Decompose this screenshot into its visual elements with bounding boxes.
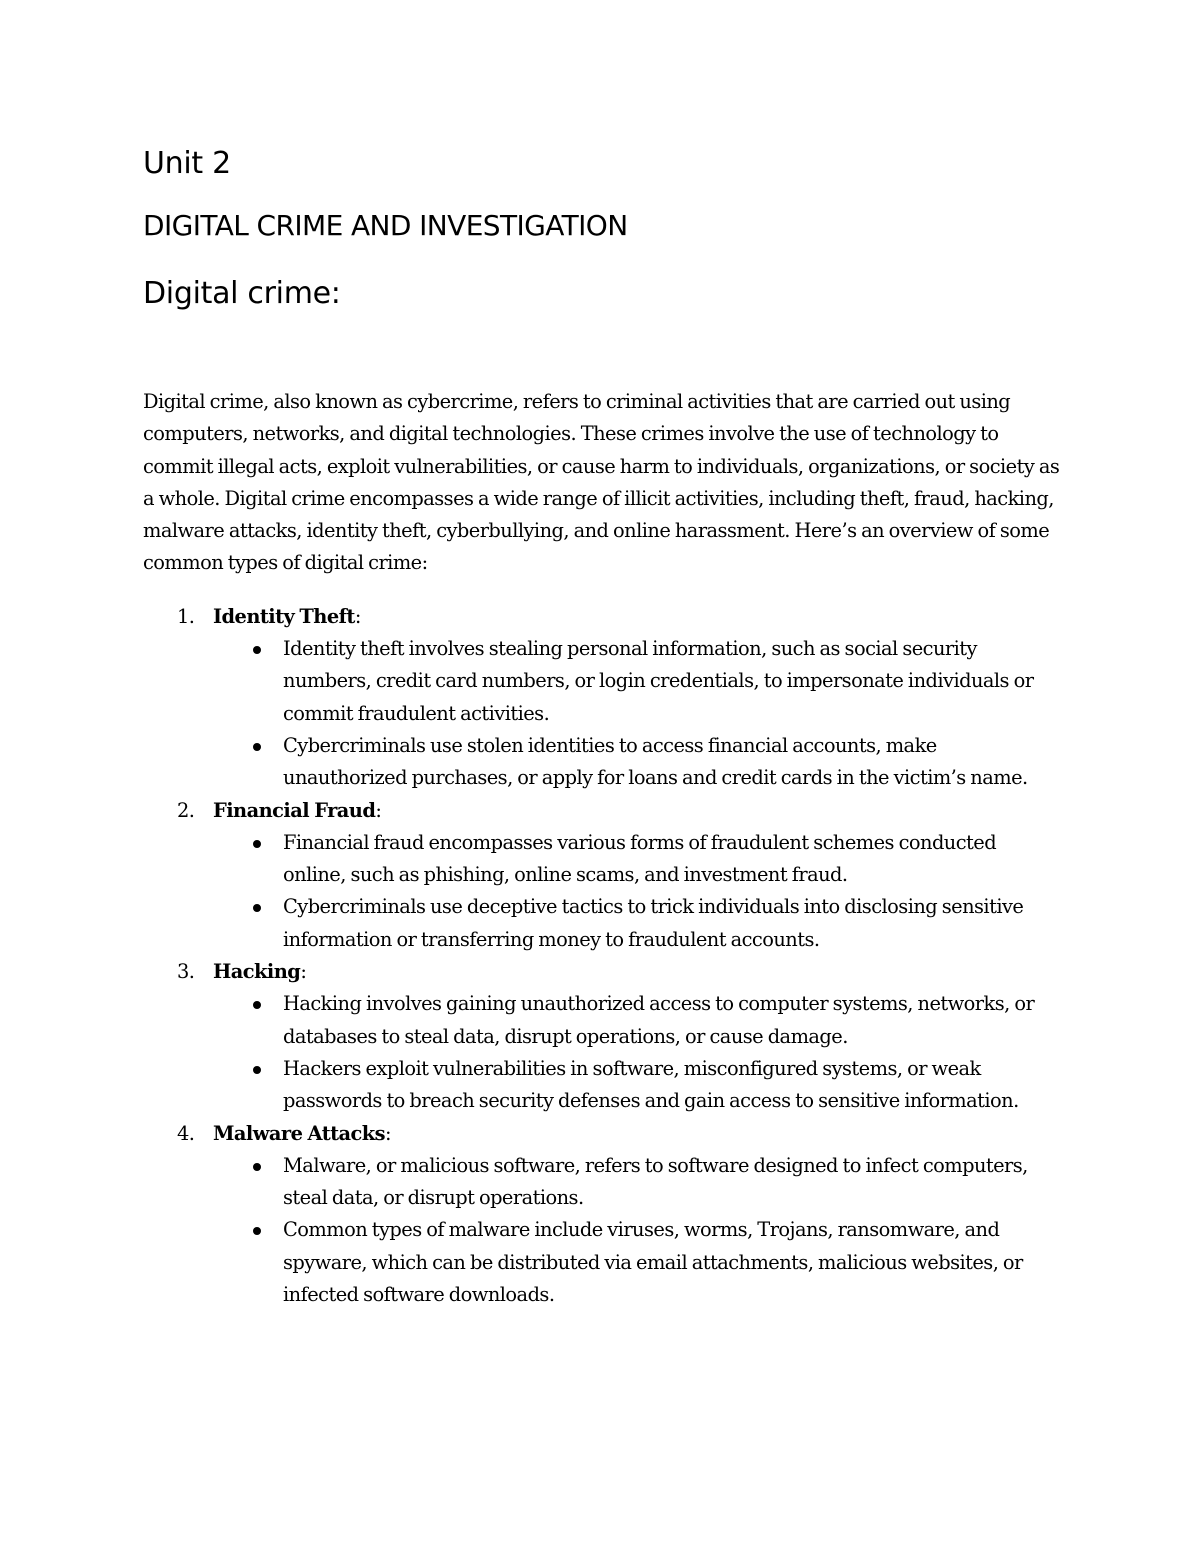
bullet-text: Cybercriminals use deceptive tactics to trick individuals into disclosing sensitive information or transferring money to fraudulent accounts. [283, 895, 1024, 951]
bullet-icon [253, 1066, 261, 1074]
section-heading: Digital crime: [143, 276, 341, 311]
intro-paragraph: Digital crime, also known as cybercrime, refers to criminal activities that are carried out using computers, networks, and digital technologies. These crimes involve the use of technology to commit illegal acts, exploit vulnerabilities, or cause harm to individuals, organizations, or society as a whole. Digital crime encompasses a wide range of illicit activities, including theft, fraud, hacking, malware attacks, identity theft, cyberbullying, and online harassment. Here’s an overview of some common types of digital crime: [143, 390, 1060, 575]
bullet-item [213, 891, 1063, 956]
bullet-item [213, 633, 1063, 730]
bullet-item [213, 1150, 1063, 1215]
list-number: 3. [177, 960, 195, 984]
bullet-icon [253, 743, 261, 751]
list-item [143, 1118, 1063, 1312]
bullet-list [213, 988, 1063, 1117]
list-item [143, 601, 1063, 795]
crime-type-title: Hacking [213, 960, 301, 984]
bullet-list [213, 633, 1063, 794]
crime-types-list [143, 601, 1063, 1312]
page-content [143, 140, 1063, 1311]
bullet-text: Hackers exploit vulnerabilities in software, misconfigured systems, or weak passwords to breach security defenses and gain access to sensitive information. [283, 1056, 1019, 1113]
bullet-item [213, 827, 1063, 892]
bullet-text: Common types of malware include viruses, worms, Trojans, ransomware, and spyware, which can be distributed via email attachments, malicious websites, or infected software downloads. [283, 1218, 1023, 1307]
crime-type-title: Malware Attacks [213, 1121, 386, 1145]
bullet-item [213, 1053, 1063, 1118]
bullet-text: Hacking involves gaining unauthorized access to computer systems, networks, or databases to steal data, disrupt operations, or cause damage. [283, 992, 1035, 1048]
title-colon: : [354, 604, 361, 628]
list-number: 1. [177, 604, 195, 628]
list-number: 2. [177, 798, 195, 822]
title-colon: : [375, 798, 382, 822]
title-colon: : [385, 1121, 392, 1145]
bullet-text: Identity theft involves stealing personal information, such as social security numbers, credit card numbers, or login credentials, to impersonate individuals or commit fraudulent activities. [283, 637, 1034, 725]
bullet-text: Financial fraud encompasses various forms of fraudulent schemes conducted online, such as phishing, online scams, and investment fraud. [283, 830, 997, 887]
bullet-icon [253, 646, 261, 654]
bullet-icon [253, 1227, 261, 1235]
bullet-text: Malware, or malicious software, refers to software designed to infect computers, steal data, or disrupt operations. [283, 1153, 1028, 1210]
crime-type-title: Financial Fraud [213, 798, 376, 822]
bullet-list [213, 1150, 1063, 1311]
bullet-icon [253, 1001, 261, 1009]
bullet-icon [253, 904, 261, 912]
document-title: DIGITAL CRIME AND INVESTIGATION [143, 209, 628, 242]
crime-type-title: Identity Theft [213, 604, 355, 628]
list-item [143, 795, 1063, 956]
list-number: 4. [177, 1121, 195, 1145]
bullet-icon [253, 1163, 261, 1171]
bullet-list [213, 827, 1063, 956]
title-colon: : [300, 960, 307, 984]
bullet-item [213, 1214, 1063, 1311]
bullet-icon [253, 840, 261, 848]
unit-heading: Unit 2 [143, 146, 231, 181]
bullet-text: Cybercriminals use stolen identities to access financial accounts, make unauthorized purchases, or apply for loans and credit cards in the victim’s name. [283, 733, 1028, 790]
bullet-item [213, 730, 1063, 795]
bullet-item [213, 988, 1063, 1053]
list-item [143, 956, 1063, 1117]
